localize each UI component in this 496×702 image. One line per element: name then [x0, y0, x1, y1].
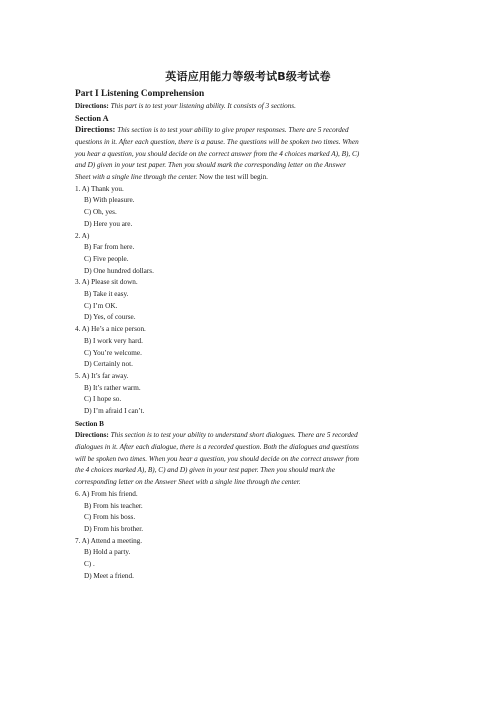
- answer-option: B) With pleasure.: [84, 196, 135, 205]
- answer-option: D) Certainly not.: [84, 360, 133, 369]
- answer-option: D) I’m afraid I can’t.: [84, 407, 145, 416]
- section-b-directions-line: will be spoken two times. When you hear a question, you should decide on the correct answer from: [75, 454, 359, 463]
- answer-option: D) Yes, of course.: [84, 313, 136, 322]
- section-b-questions: [75, 489, 425, 583]
- section-b-directions-line: the 4 choices marked A), B), C) and D) given in your test paper. Then you should mark the: [75, 466, 335, 475]
- question-stem: 2. A): [75, 231, 90, 240]
- section-a-label: Section A: [75, 113, 109, 123]
- answer-option: D) Meet a friend.: [84, 571, 134, 580]
- section-b-directions: [75, 430, 425, 489]
- section-a-directions-line: Directions: This section is to test your ability to give proper responses. There are 5 recorded: [75, 124, 349, 135]
- answer-option: B) From his teacher.: [84, 501, 143, 510]
- answer-option: B) Take it easy.: [84, 290, 129, 299]
- section-a-questions: [75, 184, 425, 418]
- question-stem: 6. A) From his friend.: [75, 489, 138, 498]
- document-body: [75, 88, 425, 583]
- answer-option: C) I’m OK.: [84, 301, 118, 310]
- question-stem: 5. A) It’s far away.: [75, 371, 129, 380]
- answer-option: C) I hope so.: [84, 395, 122, 404]
- part-title: Part I Listening Comprehension: [75, 89, 205, 99]
- section-b-directions-line: corresponding letter on the Answer Sheet with a single line through the center.: [75, 478, 301, 487]
- question-stem: 7. A) Attend a meeting.: [75, 536, 143, 545]
- answer-option: D) One hundred dollars.: [84, 266, 154, 275]
- question-stem: 3. A) Please sit down.: [75, 278, 138, 287]
- part-directions: Directions: This part is to test your listening ability. It consists of 3 sections.: [75, 101, 296, 110]
- section-b-label: Section B: [75, 420, 104, 429]
- answer-option: D) From his brother.: [84, 524, 144, 533]
- answer-option: C) From his boss.: [84, 513, 136, 522]
- section-a-directions-line: you hear a question, you should decide on the correct answer from the 4 choices marked A), B), C): [75, 149, 360, 158]
- answer-option: B) It’s rather warm.: [84, 383, 141, 392]
- section-b-directions-line: Directions: This section is to test your ability to understand short dialogues. There are 5 recorded: [75, 431, 358, 440]
- section-a-directions-line: Sheet with a single line through the center. Now the test will begin.: [75, 173, 268, 181]
- answer-option: D) Here you are.: [84, 219, 133, 228]
- answer-option: C) Oh, yes.: [84, 208, 117, 217]
- answer-option: B) I work very hard.: [84, 336, 143, 345]
- question-stem: 1. A) Thank you.: [75, 184, 124, 193]
- answer-option: C) You’re welcome.: [84, 348, 142, 357]
- section-a-directions-line: and D) given in your test paper. Then you should mark the corresponding letter on the Answer: [75, 161, 346, 170]
- answer-option: B) Hold a party.: [84, 548, 131, 557]
- section-a-directions-line: questions in it. After each question, there is a pause. The questions will be spoken two times. When: [75, 137, 359, 146]
- question-stem: 4. A) He’s a nice person.: [75, 325, 146, 334]
- answer-option: B) Far from here.: [84, 243, 135, 252]
- page-title: 英语应用能力等级考试B级考试卷: [165, 70, 331, 83]
- section-b-directions-line: dialogues in it. After each dialogue, there is a recorded question. Both the dialogues and questions: [75, 443, 359, 452]
- section-a-directions: [75, 124, 425, 184]
- answer-option: C) .: [84, 560, 95, 569]
- answer-option: C) Five people.: [84, 254, 129, 263]
